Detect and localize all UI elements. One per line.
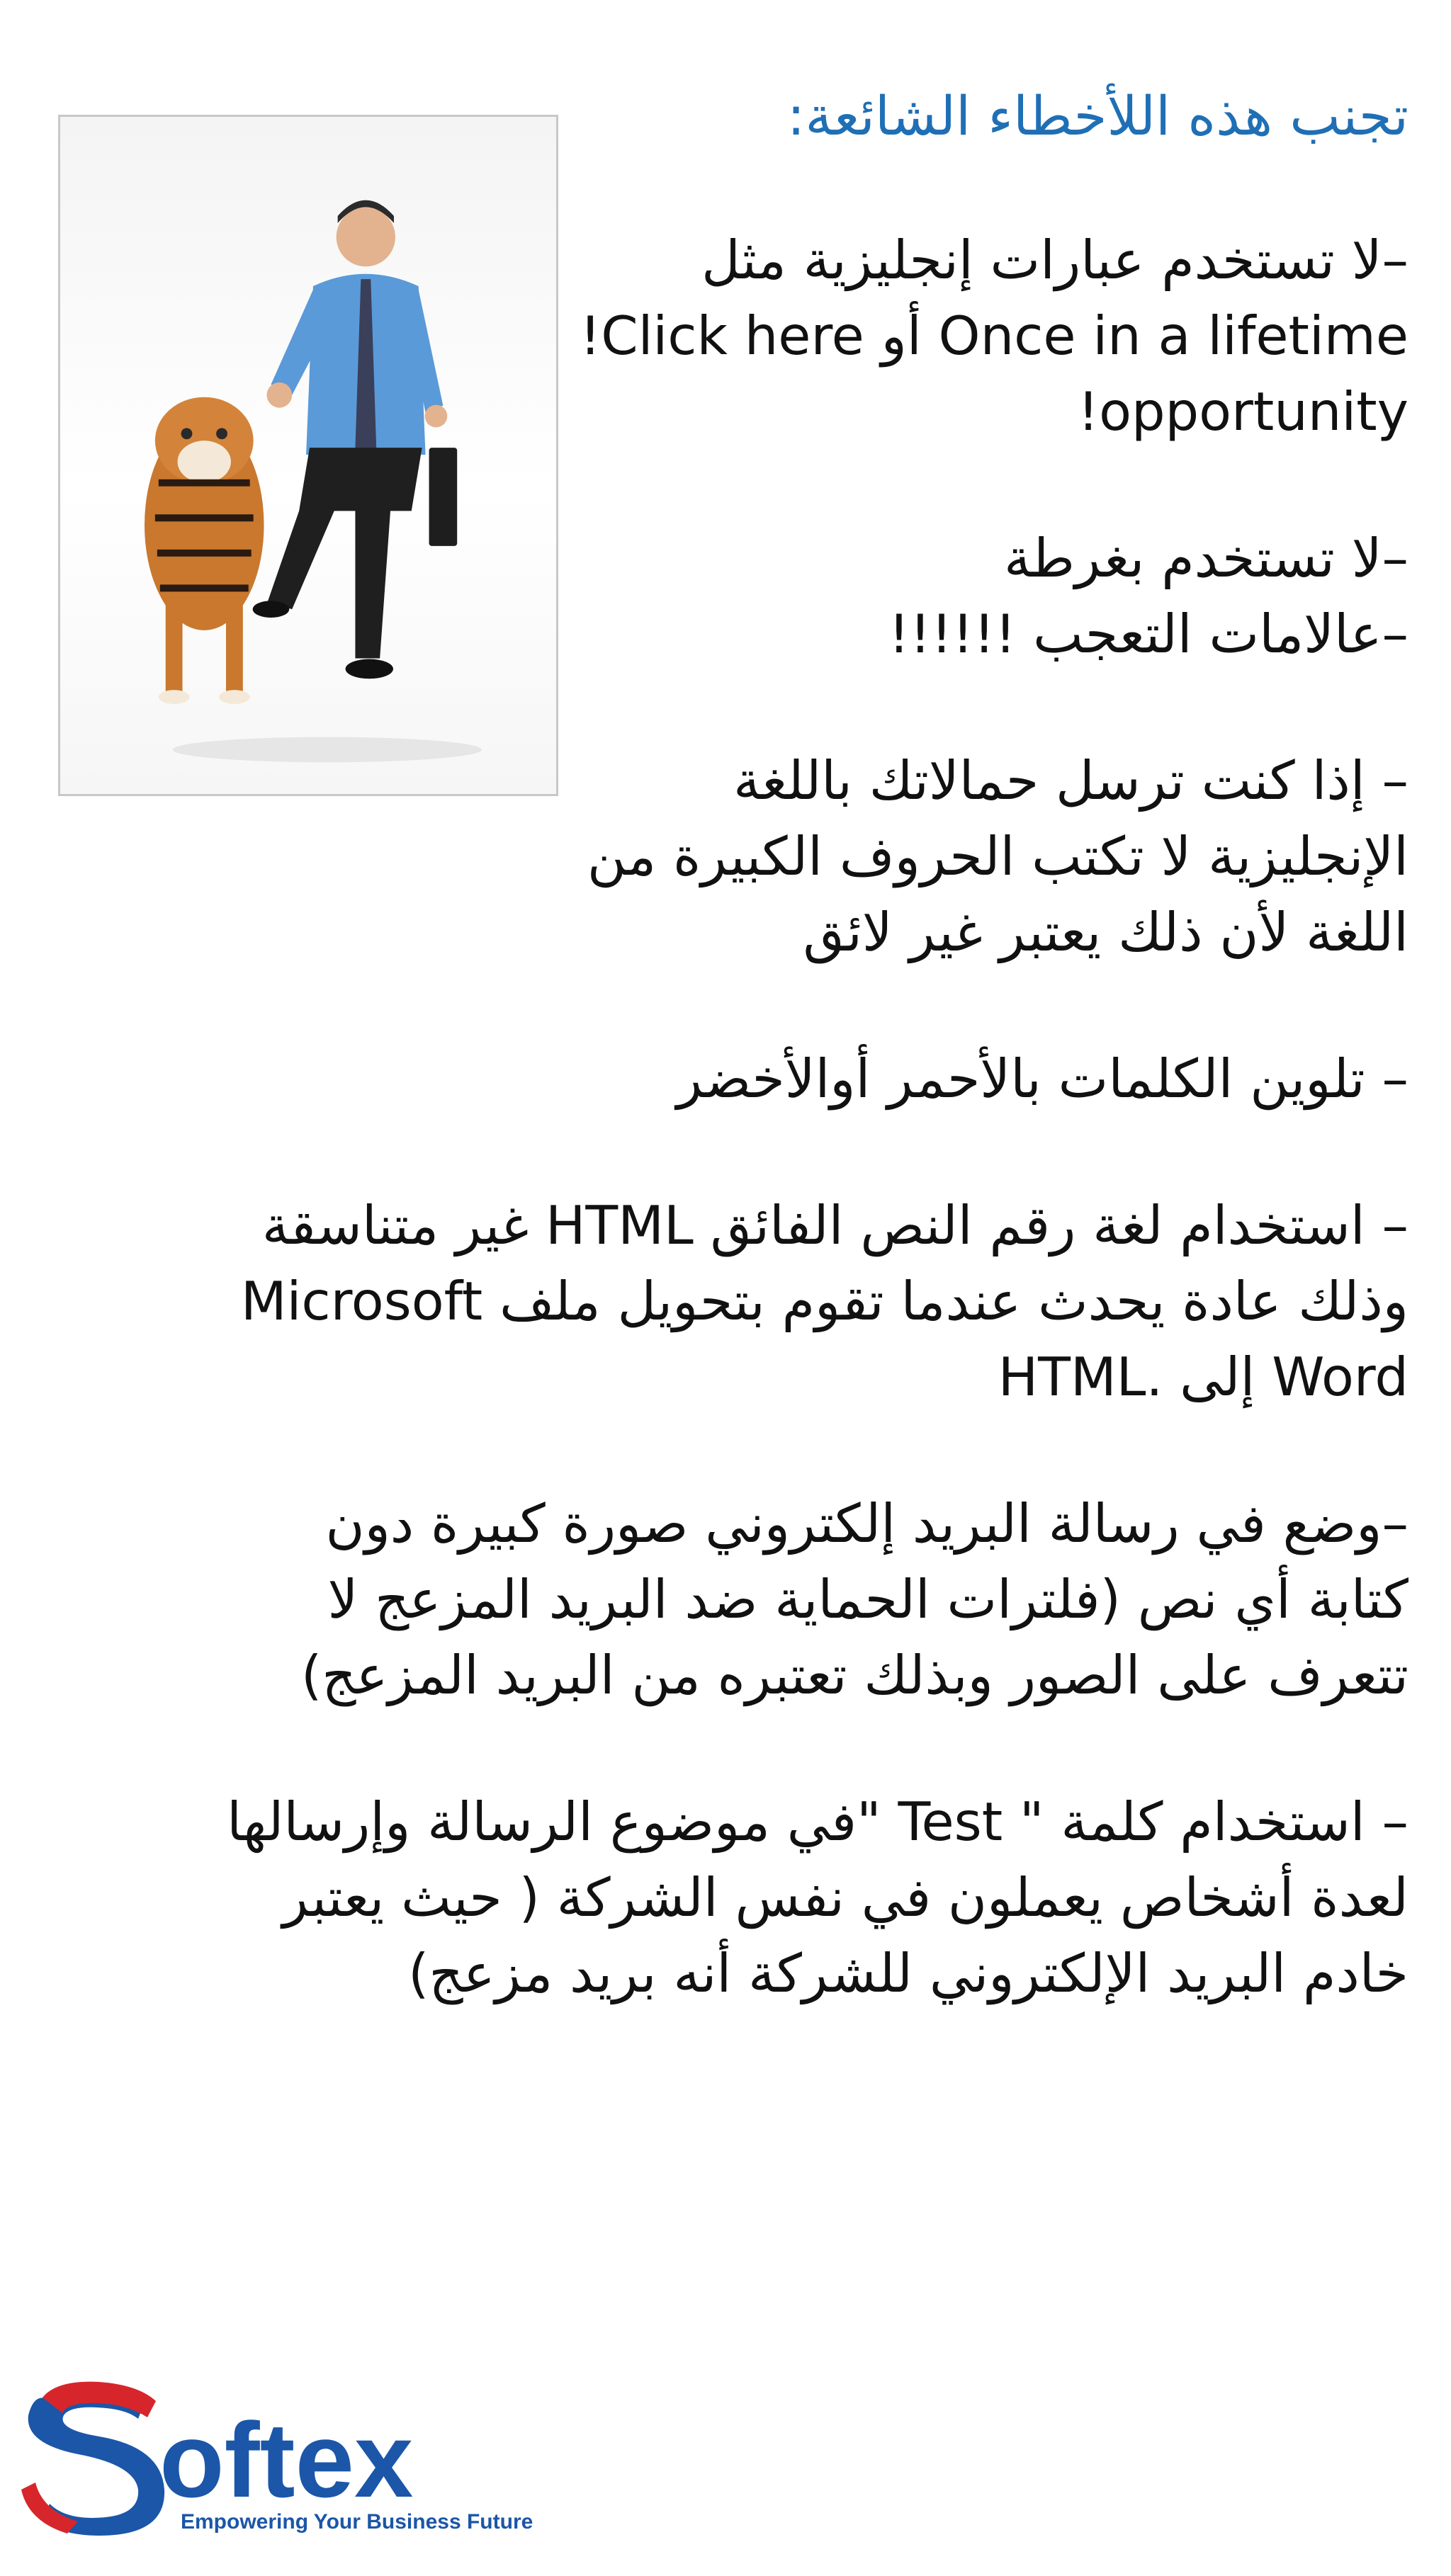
text-line: –وضع في رسالة البريد إلكتروني صورة كبيرة دون xyxy=(325,1492,1408,1555)
text-line: – استخدام لغة رقم النص الفائق HTML غير متناسقة xyxy=(261,1194,1408,1256)
text-line: اللغة لأن ذلك يعتبر غير لائق xyxy=(803,901,1408,963)
mistake-block-test-word xyxy=(41,1784,1408,2012)
text-line: خادم البريد الإلكتروني للشركة أنه بريد مزعج) xyxy=(408,1942,1408,2004)
softex-logo-mark xyxy=(14,2376,567,2539)
logo-wordmark: oftex xyxy=(159,2400,414,2519)
text-line: وذلك عادة يحدث عندما تقوم بتحويل ملف Microsoft xyxy=(240,1270,1408,1332)
logo-tagline: Empowering Your Business Future xyxy=(181,2510,533,2534)
mistake-block-images xyxy=(41,1486,1408,1713)
text-line: –عالامات التعجب !!!!!! xyxy=(888,603,1408,665)
text-line: – استخدام كلمة " Test "في موضوع الرسالة وإرسالها xyxy=(227,1791,1408,1853)
text-line: الإنجليزية لا تكتب الحروف الكبيرة من xyxy=(587,825,1408,887)
softex-logo xyxy=(14,2376,567,2539)
mistake-block-english-phrases xyxy=(41,222,1408,450)
text-line: –لا تستخدم بغرطة xyxy=(1004,527,1408,589)
text-line: – إذا كنت ترسل حمالاتك باللغة xyxy=(733,749,1408,812)
mistake-block-colors xyxy=(41,1041,1408,1117)
section-title: تجنب هذه اللأخطاء الشائعة: xyxy=(786,84,1408,147)
text-line: opportunity! xyxy=(1077,380,1408,443)
text-line: تتعرف على الصور وبذلك تعتبره من البريد المزعج) xyxy=(300,1644,1408,1706)
text-line: Word إلى .HTML xyxy=(998,1346,1408,1408)
text-line: –لا تستخدم عبارات إنجليزية مثل xyxy=(701,229,1408,291)
common-mistakes-text xyxy=(41,78,1408,2082)
mistake-block-exclamation xyxy=(41,521,1408,672)
text-line: كتابة أي نص (فلترات الحماية ضد البريد المزعج لا xyxy=(327,1568,1408,1630)
mistake-block-html xyxy=(41,1188,1408,1415)
text-line: – تلوين الكلمات بالأحمر أوالأخضر xyxy=(676,1048,1408,1110)
text-line: Once in a lifetime أو Click here! xyxy=(580,305,1408,367)
mistake-block-capitals xyxy=(41,743,1408,970)
text-line: لعدة أشخاص يعملون في نفس الشركة ( حيث يعتبر xyxy=(282,1866,1408,1929)
